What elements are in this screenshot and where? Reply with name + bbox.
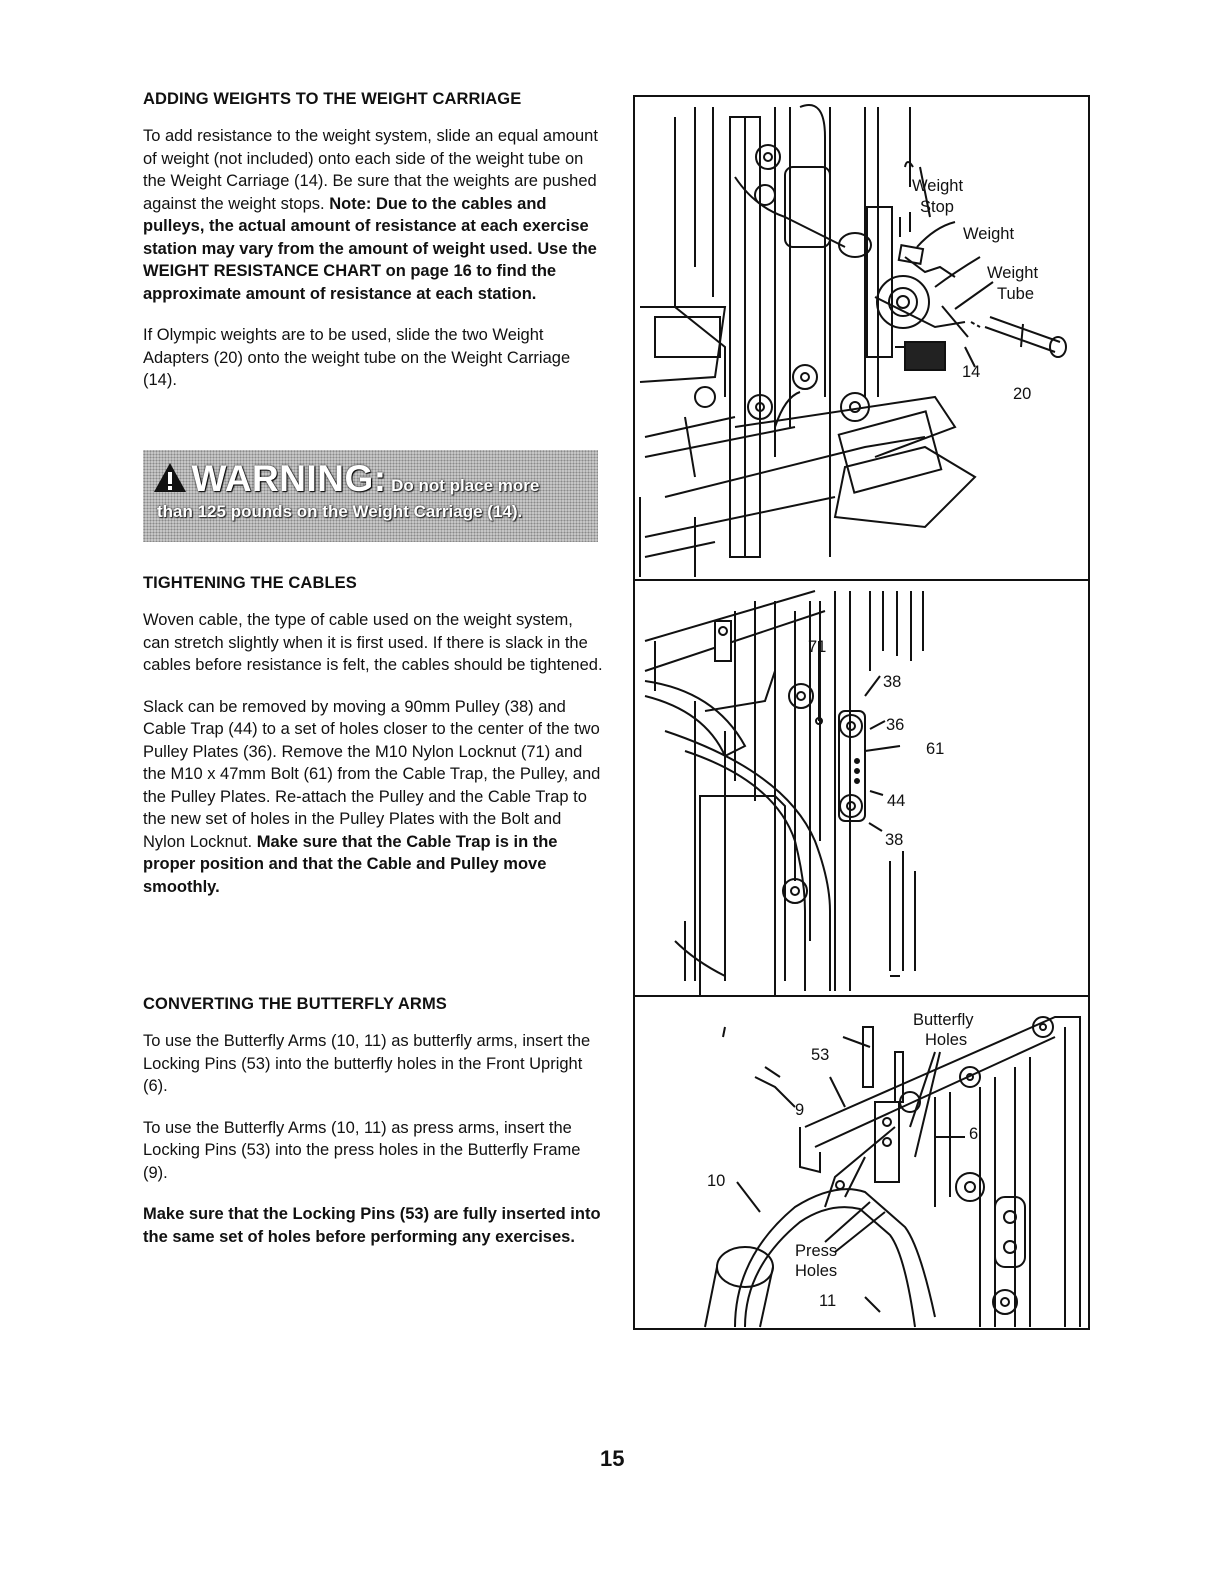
label-press-holes-1: Press	[795, 1242, 838, 1260]
label-part-38-top: 38	[883, 673, 902, 691]
paragraph-adding-2: If Olympic weights are to be used, slide the two Weight Adapters (20) onto the weight tube on the Weight Carriage (14).	[143, 326, 571, 389]
paragraph-converting-3: Make sure that the Locking Pins (53) are fully inserted into the same set of holes before performing any exercises.	[143, 1205, 601, 1246]
paragraph-adding-1	[143, 125, 603, 305]
label-part-6: 6	[969, 1125, 979, 1143]
heading-converting: CONVERTING THE BUTTERFLY ARMS	[143, 995, 447, 1013]
label-part-20: 20	[1013, 385, 1032, 403]
label-part-14: 14	[962, 363, 981, 381]
label-part-9: 9	[795, 1101, 805, 1119]
label-weight-tube-2: Tube	[997, 285, 1034, 303]
label-part-38-bottom: 38	[885, 831, 904, 849]
label-weight-stop-1: Weight	[912, 177, 964, 195]
figure-butterfly-arms	[633, 995, 1090, 1330]
heading-adding-weights: ADDING WEIGHTS TO THE WEIGHT CARRIAGE	[143, 90, 522, 108]
label-press-holes-2: Holes	[795, 1262, 838, 1280]
text-column-3	[143, 995, 603, 1267]
label-part-36: 36	[886, 716, 905, 734]
paragraph-tightening-1: Woven cable, the type of cable used on the weight system, can stretch slightly when it is first used. If there is slack in the cables before resistance is felt, the cables should be tightened.	[143, 611, 603, 674]
label-weight-stop-2: Stop	[920, 198, 954, 216]
warning-box	[143, 450, 598, 542]
page-number: 15	[600, 1446, 625, 1471]
label-part-53: 53	[811, 1046, 830, 1064]
warning-line-2	[157, 502, 522, 522]
label-part-11: 11	[819, 1292, 837, 1310]
figure-cable-pulley	[633, 579, 1090, 997]
warning-word: WARNING:	[191, 458, 387, 499]
text-column	[143, 90, 603, 411]
paragraph-tightening-2-bold: Make sure that the Cable Trap is in the proper position and that the Cable and Pulley move smoothly.	[143, 832, 558, 896]
warning-text-2: than 125 pounds on the Weight Carriage (14).	[157, 502, 523, 521]
label-part-10: 10	[707, 1172, 726, 1190]
text-column-2	[143, 574, 603, 917]
heading-tightening: TIGHTENING THE CABLES	[143, 574, 357, 592]
warning-line-1	[153, 458, 539, 500]
cable-pulley-illustration	[635, 581, 1090, 997]
warning-triangle-icon	[153, 461, 187, 495]
label-butterfly-holes-1: Butterfly	[913, 1011, 974, 1029]
label-butterfly-holes-2: Holes	[925, 1031, 968, 1049]
weight-carriage-illustration	[635, 97, 1090, 581]
label-part-61: 61	[926, 740, 945, 758]
paragraph-converting-1: To use the Butterfly Arms (10, 11) as butterfly arms, insert the Locking Pins (53) into the butterfly holes in the Front Upright (6).	[143, 1032, 591, 1095]
label-part-44: 44	[887, 792, 906, 810]
figure-weight-carriage	[633, 95, 1090, 581]
paragraph-tightening-2	[143, 696, 603, 899]
label-weight-tube-1: Weight	[987, 264, 1039, 282]
paragraph-converting-2: To use the Butterfly Arms (10, 11) as press arms, insert the Locking Pins (53) into the press holes in the Butterfly Frame (9).	[143, 1118, 581, 1182]
butterfly-arms-illustration	[635, 997, 1090, 1330]
label-weight: Weight	[963, 225, 1015, 243]
paragraph-adding-1-regular: To add resistance to the weight system, slide an equal amount of weight (not included) onto each side of the weight tube on the Weight Carriage (14). Be sure that the weights are pushed against the weight stops.	[143, 127, 598, 213]
warning-text-1: Do not place more	[391, 476, 540, 495]
label-part-71: 71	[808, 638, 827, 656]
paragraph-adding-1-note: Note: Due to the cables and pulleys, the actual amount of resistance at each exercise station may vary from the amount of weight used. Use the WEIGHT RESISTANCE CHART on page 16 to find the approximate amount of resistance at each station.	[143, 194, 597, 303]
paragraph-tightening-2-regular: Slack can be removed by moving a 90mm Pulley (38) and Cable Trap (44) to a set of holes closer to the center of the two Pulley Plates (36). Remove the M10 Nylon Locknut (71) and the M10 x 47mm Bolt (61) from the Cable Trap, the Pulley, and the Pulley Plates. Re-attach the Pulley and the Cable Trap to the new set of holes in the Pulley Plates with the Bolt and Nylon Locknut.	[143, 697, 601, 851]
